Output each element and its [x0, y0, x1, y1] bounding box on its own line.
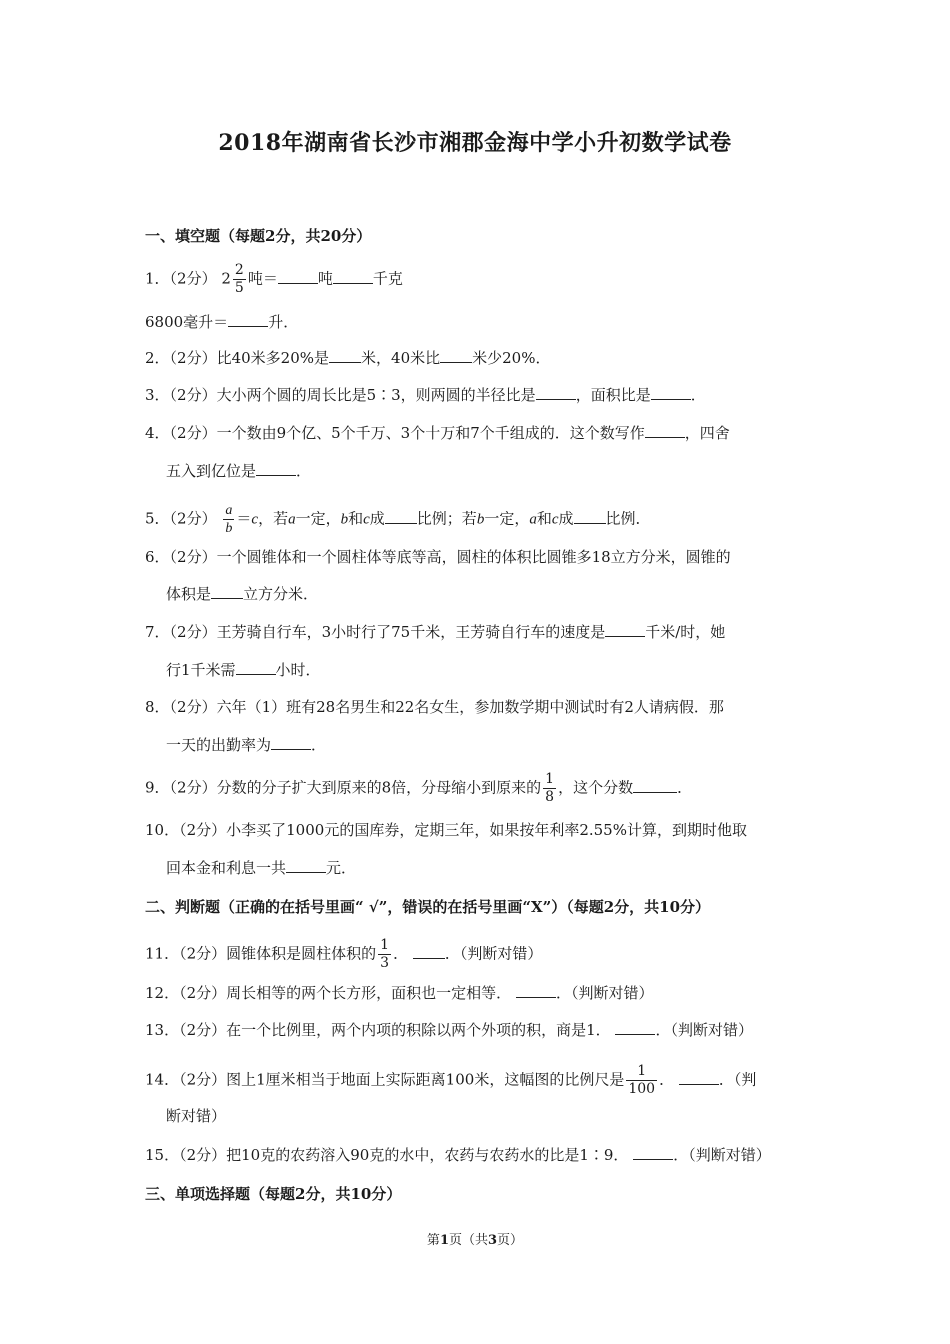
answer-blank[interactable] — [413, 944, 445, 959]
question-text: ，四舍 — [684, 424, 730, 442]
question-text: 米，40米比 — [361, 349, 441, 367]
question-text: 成 — [558, 509, 574, 528]
question-text: ．（判断对错） — [673, 1146, 771, 1164]
answer-blank[interactable] — [271, 735, 311, 750]
question-text: ，若 — [258, 509, 289, 528]
variable: c — [251, 511, 259, 528]
fraction — [378, 937, 391, 972]
question-text: 和 — [348, 509, 364, 528]
question-text: 分数的分子扩大到原来的8倍，分母缩小到原来的 — [216, 778, 542, 797]
section-multiple-choice: 三、单项选择题（每题2分，共10分） — [145, 1185, 402, 1203]
fraction — [233, 262, 246, 297]
question-number: 10． — [145, 821, 180, 839]
answer-blank[interactable] — [536, 385, 576, 400]
question-number: 5． — [145, 509, 170, 528]
question-score: （2分） — [169, 509, 217, 528]
answer-blank[interactable] — [286, 858, 326, 873]
question-score: （2分） — [169, 386, 217, 404]
section-true-false: 二、判断题（正确的在括号里画“ √”，错误的在括号里画“X”）（每题2分，共10分） — [145, 898, 711, 916]
question-12 — [145, 983, 653, 1003]
question-number: 14． — [145, 1070, 180, 1089]
question-number: 6． — [145, 548, 170, 566]
footer-text: 页） — [497, 1233, 524, 1248]
numerator: 1 — [380, 937, 390, 953]
question-14 — [145, 1063, 756, 1098]
question-text: ．（判断对错） — [555, 984, 654, 1002]
question-text: 六年（1）班有28名男生和22名女生，参加数学期中测试时有2人请病假．那 — [216, 698, 724, 716]
question-text: 一个数由9个亿、5个千万、3个十万和7个千组成的．这个数写作 — [216, 424, 645, 442]
variable: c — [363, 511, 370, 528]
question-number: 8． — [145, 698, 170, 716]
question-text: ． — [296, 462, 312, 480]
answer-blank[interactable] — [333, 269, 373, 284]
question-13 — [145, 1020, 753, 1040]
question-text: 把10克的农药溶入90克的水中，农药与农药水的比是1∶9． — [226, 1146, 629, 1164]
question-text: 小时． — [275, 661, 321, 679]
question-number: 11． — [145, 944, 180, 963]
question-10-continuation — [166, 858, 356, 878]
numerator: a — [225, 503, 233, 518]
question-score: （2分） — [179, 984, 227, 1002]
numerator: 1 — [545, 771, 555, 787]
question-text: 6800毫升＝ — [145, 313, 229, 331]
page-total: 3 — [488, 1233, 498, 1248]
footer-text: 页（共 — [448, 1233, 488, 1248]
question-score: （2分） — [169, 548, 217, 566]
question-9 — [145, 771, 692, 806]
equals-sign: ＝ — [236, 509, 252, 528]
variable: b — [476, 511, 485, 528]
question-text: ． — [690, 386, 706, 404]
question-text: 立方分米． — [243, 585, 319, 603]
question-7-continuation — [166, 660, 321, 680]
question-text: 和 — [536, 509, 552, 528]
question-15 — [145, 1145, 771, 1165]
page-footer — [0, 1229, 950, 1248]
question-score: （2分） — [169, 778, 217, 797]
answer-blank[interactable] — [256, 461, 296, 476]
question-text: 图上1厘米相当于地面上实际距离100米，这幅图的比例尺是 — [226, 1070, 625, 1089]
question-text: 五入到亿位是 — [166, 462, 257, 480]
question-number: 4． — [145, 424, 170, 442]
answer-blank[interactable] — [645, 423, 685, 438]
question-text: ． — [311, 736, 327, 754]
question-text: 行1千米需 — [166, 661, 236, 679]
fraction — [626, 1063, 657, 1098]
answer-blank[interactable] — [651, 385, 691, 400]
question-text: 吨 — [317, 269, 333, 288]
question-score: （2分） — [179, 1146, 227, 1164]
question-score: （2分） — [169, 698, 217, 716]
question-number: 1． — [145, 269, 170, 288]
question-text: 吨＝ — [247, 269, 278, 288]
answer-blank[interactable] — [574, 509, 606, 524]
question-text: ，这个分数 — [558, 778, 634, 797]
question-text: 升． — [268, 313, 299, 331]
question-text: ． — [393, 944, 409, 963]
question-1-line-2 — [145, 312, 298, 332]
question-1 — [145, 262, 403, 297]
question-text: 成 — [369, 509, 385, 528]
question-text: 王芳骑自行车，3小时行了75千米，王芳骑自行车的速度是 — [216, 623, 606, 641]
question-text: ．（判 — [718, 1070, 757, 1089]
question-14-continuation — [166, 1106, 226, 1126]
page-number: 1 — [439, 1233, 449, 1248]
question-8-continuation — [166, 735, 326, 755]
question-text: 周长相等的两个长方形，面积也一定相等． — [226, 984, 512, 1002]
question-text: 千克 — [372, 269, 403, 288]
denominator: 100 — [628, 1081, 656, 1097]
question-text: 元． — [326, 859, 357, 877]
question-score: （2分） — [169, 424, 217, 442]
variable: b — [340, 511, 349, 528]
question-text: ，面积比是 — [575, 386, 651, 404]
question-4 — [145, 423, 730, 443]
fraction — [223, 502, 234, 537]
variable: c — [551, 511, 559, 528]
variable: a — [529, 511, 537, 528]
answer-blank[interactable] — [516, 983, 556, 998]
answer-blank[interactable] — [679, 1070, 719, 1085]
mixed-number-whole: 2 — [221, 269, 231, 288]
question-number: 13． — [145, 1021, 180, 1039]
question-number: 3． — [145, 386, 170, 404]
question-5 — [145, 502, 651, 537]
answer-blank[interactable] — [236, 660, 276, 675]
answer-blank[interactable] — [633, 1145, 673, 1160]
denominator: 3 — [380, 955, 390, 971]
question-score: （2分） — [179, 1070, 227, 1089]
question-2 — [145, 348, 550, 368]
question-11 — [145, 937, 542, 972]
question-number: 9． — [145, 778, 170, 797]
answer-blank[interactable] — [633, 778, 677, 793]
question-text: 比例． — [605, 509, 651, 528]
footer-text: 第 — [426, 1233, 440, 1248]
question-score: （2分） — [179, 821, 227, 839]
question-score: （2分） — [169, 269, 217, 288]
numerator: 1 — [637, 1063, 647, 1079]
question-text: ． — [659, 1070, 675, 1089]
question-text: 小李买了1000元的国库券，定期三年，如果按年利率2.55%计算，到期时他取 — [226, 821, 747, 839]
question-score: （2分） — [179, 1021, 227, 1039]
question-text: 一定， — [484, 509, 530, 528]
question-8 — [145, 697, 724, 717]
section-fill-in: 一、填空题（每题2分，共20分） — [145, 227, 372, 245]
answer-blank[interactable] — [228, 312, 268, 327]
numerator: 2 — [234, 262, 244, 278]
answer-blank[interactable] — [329, 348, 361, 363]
answer-blank[interactable] — [385, 509, 417, 524]
question-6-continuation — [166, 584, 318, 604]
question-text: 千米/时，她 — [645, 623, 726, 641]
answer-blank[interactable] — [615, 1020, 655, 1035]
answer-blank[interactable] — [605, 622, 645, 637]
question-number: 12． — [145, 984, 180, 1002]
question-10 — [145, 820, 747, 840]
question-text: 比40米多20%是 — [216, 349, 330, 367]
question-text: 回本金和利息一共 — [166, 859, 287, 877]
question-number: 15． — [145, 1146, 180, 1164]
question-text: 比例；若 — [416, 509, 477, 528]
variable: a — [288, 511, 296, 528]
question-7 — [145, 622, 725, 642]
question-text: ． — [677, 778, 693, 797]
question-text: 一天的出勤率为 — [166, 736, 272, 754]
answer-blank[interactable] — [278, 269, 318, 284]
denominator: 5 — [234, 280, 244, 296]
question-4-continuation — [166, 461, 311, 481]
question-text: 断对错） — [166, 1107, 227, 1125]
question-text: 圆锥体积是圆柱体积的 — [226, 944, 377, 963]
fraction — [543, 771, 556, 806]
question-text: 米少20%． — [472, 349, 551, 367]
question-text: 大小两个圆的周长比是5∶3，则两圆的半径比是 — [216, 386, 536, 404]
question-text: 体积是 — [166, 585, 212, 603]
question-3 — [145, 385, 706, 405]
question-text: ．（判断对错） — [444, 944, 543, 963]
question-score: （2分） — [179, 944, 227, 963]
answer-blank[interactable] — [440, 348, 472, 363]
page-title: 2018年湖南省长沙市湘郡金海中学小升初数学试卷 — [218, 130, 732, 156]
question-score: （2分） — [169, 623, 217, 641]
denominator: 8 — [545, 789, 555, 805]
question-number: 7． — [145, 623, 170, 641]
answer-blank[interactable] — [211, 584, 243, 599]
question-text: ．（判断对错） — [655, 1021, 753, 1039]
question-6 — [145, 547, 731, 567]
question-score: （2分） — [169, 349, 217, 367]
question-text: 一个圆锥体和一个圆柱体等底等高，圆柱的体积比圆锥多18立方分米，圆锥的 — [216, 548, 731, 566]
question-text: 一定， — [295, 509, 341, 528]
question-text: 在一个比例里，两个内项的积除以两个外项的积，商是1． — [226, 1021, 611, 1039]
question-number: 2． — [145, 349, 170, 367]
denominator: b — [225, 521, 233, 536]
